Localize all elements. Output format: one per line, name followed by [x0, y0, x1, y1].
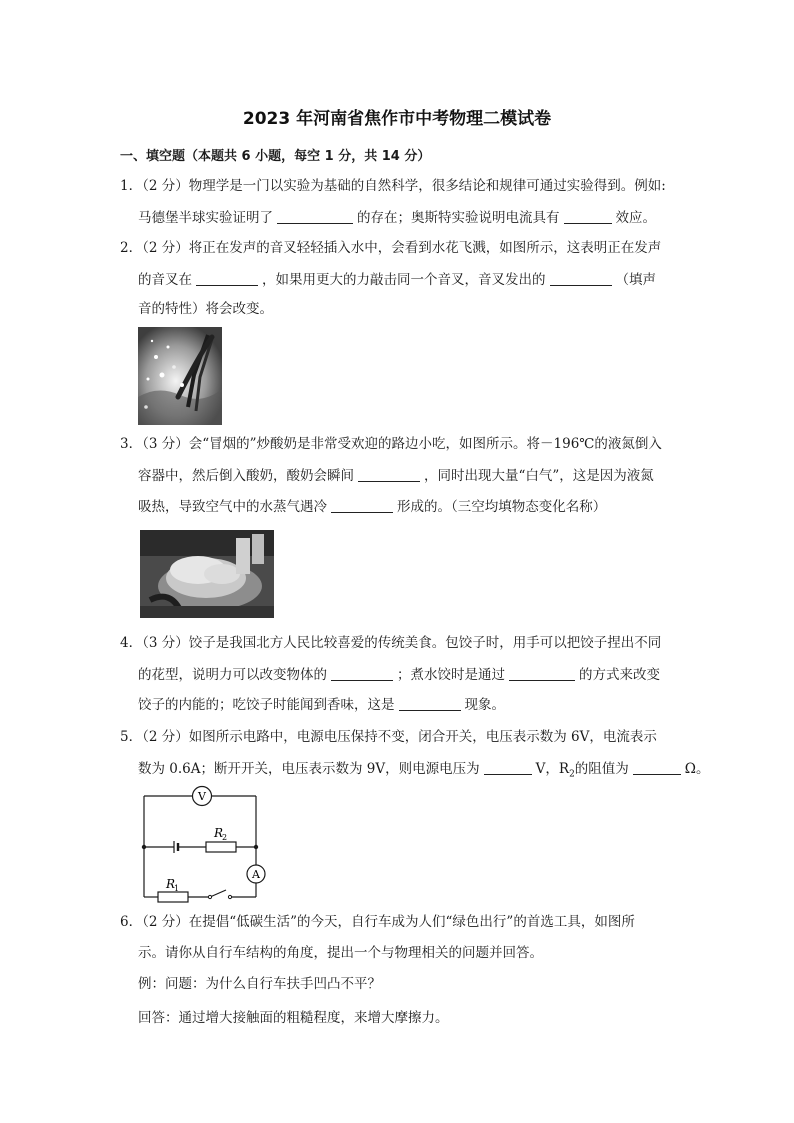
question-5-text-d: Ω。	[684, 761, 710, 777]
question-6-line-3: 例：问题：为什么自行车扶手凹凸不平？	[138, 976, 381, 992]
question-2-text-c: （填声	[615, 272, 656, 288]
circuit-diagram	[138, 785, 272, 911]
section-heading: 一、填空题（本题共 6 小题，每空 1 分，共 14 分）	[120, 149, 431, 164]
answer-blank[interactable]	[358, 469, 420, 482]
question-5-text-a: 数为 0.6A；断开开关，电压表示数为 9V，则电源电压为	[138, 761, 480, 777]
question-3-line-3	[138, 500, 606, 515]
ammeter-label: A	[252, 868, 260, 881]
r2-label-subscript: 2	[222, 833, 228, 842]
question-2-text-b: ，如果用更大的力敲击同一个音叉，音叉发出的	[262, 272, 546, 288]
answer-blank[interactable]	[550, 273, 612, 286]
r1-label: R	[166, 877, 176, 891]
question-1-line-2	[138, 211, 656, 226]
question-5-line-1: 5．（2 分）如图所示电路中，电源电压保持不变，闭合开关，电压表示数为 6V，电流表示	[120, 729, 657, 745]
question-4-text-e: 现象。	[464, 697, 505, 713]
question-3-text-d: 形成的。（三空均填物态变化名称）	[397, 499, 607, 515]
question-1-line-1: 1．（2 分）物理学是一门以实验为基础的自然科学，很多结论和规律可通过实验得到。例如:	[120, 178, 666, 194]
r1-label-subscript: 1	[174, 884, 180, 893]
question-4-line-1: 4．（3 分）饺子是我国北方人民比较喜爱的传统美食。包饺子时，用手可以把饺子捏出不同	[120, 635, 662, 651]
question-2-line-2	[138, 273, 656, 288]
question-3-text-a: 容器中，然后倒入酸奶，酸奶会瞬间	[138, 468, 354, 484]
answer-blank[interactable]	[484, 762, 532, 775]
question-2-line-3: 音的特性）将会改变。	[138, 301, 273, 317]
answer-blank[interactable]	[509, 668, 575, 681]
tuning-fork-water-photo	[138, 327, 222, 425]
question-1-text-a: 马德堡半球实验证明了	[138, 210, 273, 226]
page-title: 2023 年河南省焦作市中考物理二模试卷	[242, 109, 552, 129]
question-2-text-a: 的音叉在	[138, 272, 192, 288]
question-2-line-1: 2．（2 分）将正在发声的音叉轻轻插入水中，会看到水花飞溅，如图所示，这表明正在发声	[120, 240, 662, 256]
question-5-text-c: 的阻值为	[574, 761, 629, 777]
answer-blank[interactable]	[633, 762, 681, 775]
answer-blank[interactable]	[564, 211, 612, 224]
question-5-text-b: V，R	[535, 761, 570, 777]
question-5-subscript: 2	[569, 769, 575, 780]
r2-label: R	[214, 826, 224, 840]
question-4-line-2	[138, 668, 660, 683]
question-4-text-c: 的方式来改变	[579, 667, 660, 683]
answer-blank[interactable]	[331, 668, 393, 681]
question-3-line-1: 3．（3 分）会“冒烟的”炒酸奶是非常受欢迎的路边小吃，如图所示。将－196℃的液氮倒入	[120, 436, 662, 452]
question-4-line-3	[138, 698, 505, 713]
answer-blank[interactable]	[196, 273, 258, 286]
question-4-text-d: 饺子的内能的；吃饺子时能闻到香味，这是	[138, 697, 395, 713]
voltmeter-label: V	[198, 790, 206, 803]
question-4-text-a: 的花型，说明力可以改变物体的	[138, 667, 327, 683]
question-3-line-2	[138, 469, 654, 484]
question-1-text-c: 效应。	[615, 210, 656, 226]
question-3-text-c: 吸热，导致空气中的水蒸气遇冷	[138, 499, 327, 515]
question-6-line-1: 6．（2 分）在提倡“低碳生活”的今天，自行车成为人们“绿色出行”的首选工具，如图所	[120, 914, 635, 930]
answer-blank[interactable]	[399, 698, 461, 711]
question-3-text-b: ，同时出现大量“白气”，这是因为液氮	[424, 468, 654, 484]
smoking-yogurt-photo	[140, 530, 274, 618]
question-4-text-b: ；煮水饺时是通过	[397, 667, 505, 683]
question-5-line-2	[138, 762, 710, 780]
answer-blank[interactable]	[277, 211, 353, 224]
question-6-line-2: 示。请你从自行车结构的角度，提出一个与物理相关的问题并回答。	[138, 945, 543, 961]
question-6-line-4: 回答：通过增大接触面的粗糙程度，来增大摩擦力。	[138, 1010, 449, 1026]
question-1-text-b: 的存在；奥斯特实验说明电流具有	[357, 210, 560, 226]
answer-blank[interactable]	[331, 500, 393, 513]
